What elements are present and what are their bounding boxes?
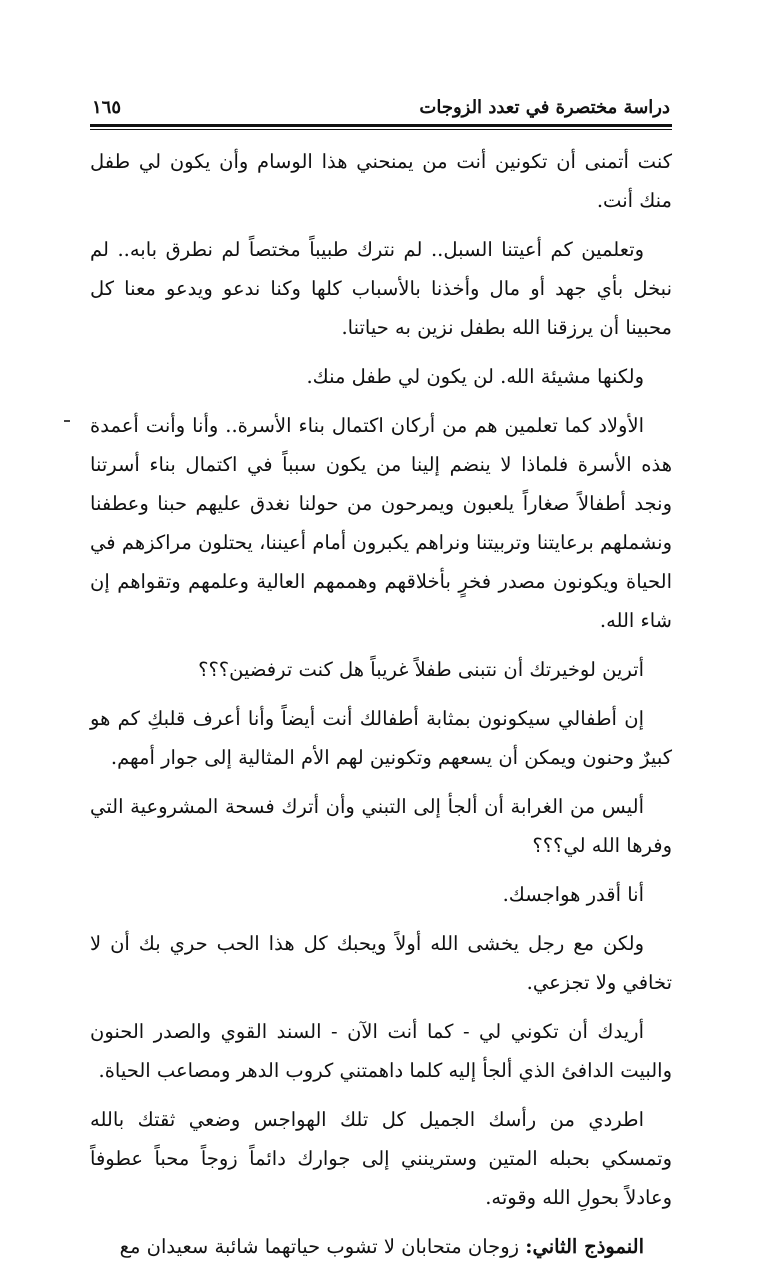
paragraph-1: كنت أتمنى أن تكونين أنت من يمنحني هذا الوسام وأن يكون لي طفل منك أنت. bbox=[90, 150, 672, 212]
paragraph-2: وتعلمين كم أعيتنا السبل.. لم نترك طبيباً مختصاً لم نطرق بابه.. لم نبخل بأي جهد أو مال وأخذنا بالأسباب كلها وكنا ندعو ويدعو معنا كل محبينا أن يرزقنا الله بطفل نزين به حياتنا. bbox=[90, 238, 672, 339]
paragraph-10: أريدك أن تكوني لي - كما أنت الآن - السند القوي والصدر الحنون والبيت الدافئ الذي ألجأ إليه كلما داهمتني كروب الدهر ومصاعب الحياة. bbox=[90, 1020, 672, 1082]
header-rule-thick bbox=[90, 124, 672, 127]
paragraph-9: ولكن مع رجل يخشى الله أولاً ويحبك كل هذا الحب حري بك أن لا تخافي ولا تجزعي. bbox=[90, 932, 672, 994]
paragraph-6: إن أطفالي سيكونون بمثابة أطفالك أنت أيضاً وأنا أعرف قلبكِ كم هو كبيرٌ وحنون ويمكن أن يسعهم وتكونين لهم الأم المثالية إلى جوار أمهم. bbox=[90, 707, 672, 769]
page-header bbox=[90, 88, 672, 122]
section-label: النموذج الثاني: bbox=[525, 1235, 644, 1258]
header-rule-thin bbox=[90, 129, 672, 130]
margin-mark bbox=[64, 420, 70, 422]
paragraph-11: اطردي من رأسك الجميل كل تلك الهواجس وضعي ثقتك بالله وتمسكي بحبله المتين وسترينني إلى جوارك دائماً زوجاً محباً عطوفاً وعادلاً بحولِ الله وقوته. bbox=[90, 1108, 672, 1209]
paragraph-7: أليس من الغرابة أن ألجأ إلى التبني وأن أترك فسحة المشروعية التي وفرها الله لي؟؟؟ bbox=[90, 795, 672, 857]
page-number: ١٦٥ bbox=[92, 97, 122, 118]
paragraph-12 bbox=[90, 1227, 672, 1266]
body-text bbox=[90, 142, 672, 1266]
paragraph-3: ولكنها مشيئة الله. لن يكون لي طفل منك. bbox=[306, 365, 644, 388]
section-text: زوجان متحابان لا تشوب حياتهما شائبة سعيدان مع bbox=[119, 1235, 526, 1258]
book-page bbox=[90, 88, 672, 1258]
running-title: دراسة مختصرة في تعدد الزوجات bbox=[419, 97, 670, 118]
paragraph-5: أترين لوخيرتك أن نتبنى طفلاً غريباً هل كنت ترفضين؟؟؟ bbox=[198, 658, 644, 681]
paragraph-8: أنا أقدر هواجسك. bbox=[502, 883, 644, 906]
paragraph-4: الأولاد كما تعلمين هم من أركان اكتمال بناء الأسرة.. وأنا وأنت أعمدة هذه الأسرة فلماذا لا ينضم إلينا من يكون سبباً في اكتمال بناء أسرتنا ونجد أطفالاً صغاراً يلعبون ويمرحون من حولنا نغدق عليهم حبنا وعطفنا ونشملهم برعايتنا وتربيتنا ونراهم يكبرون أمام أعيننا، يحتلون مراكزهم في الحياة ويكونون مصدر فخرٍ بأخلاقهم وهممهم العالية وعلمهم وتقواهم إن شاء الله. bbox=[90, 414, 672, 632]
